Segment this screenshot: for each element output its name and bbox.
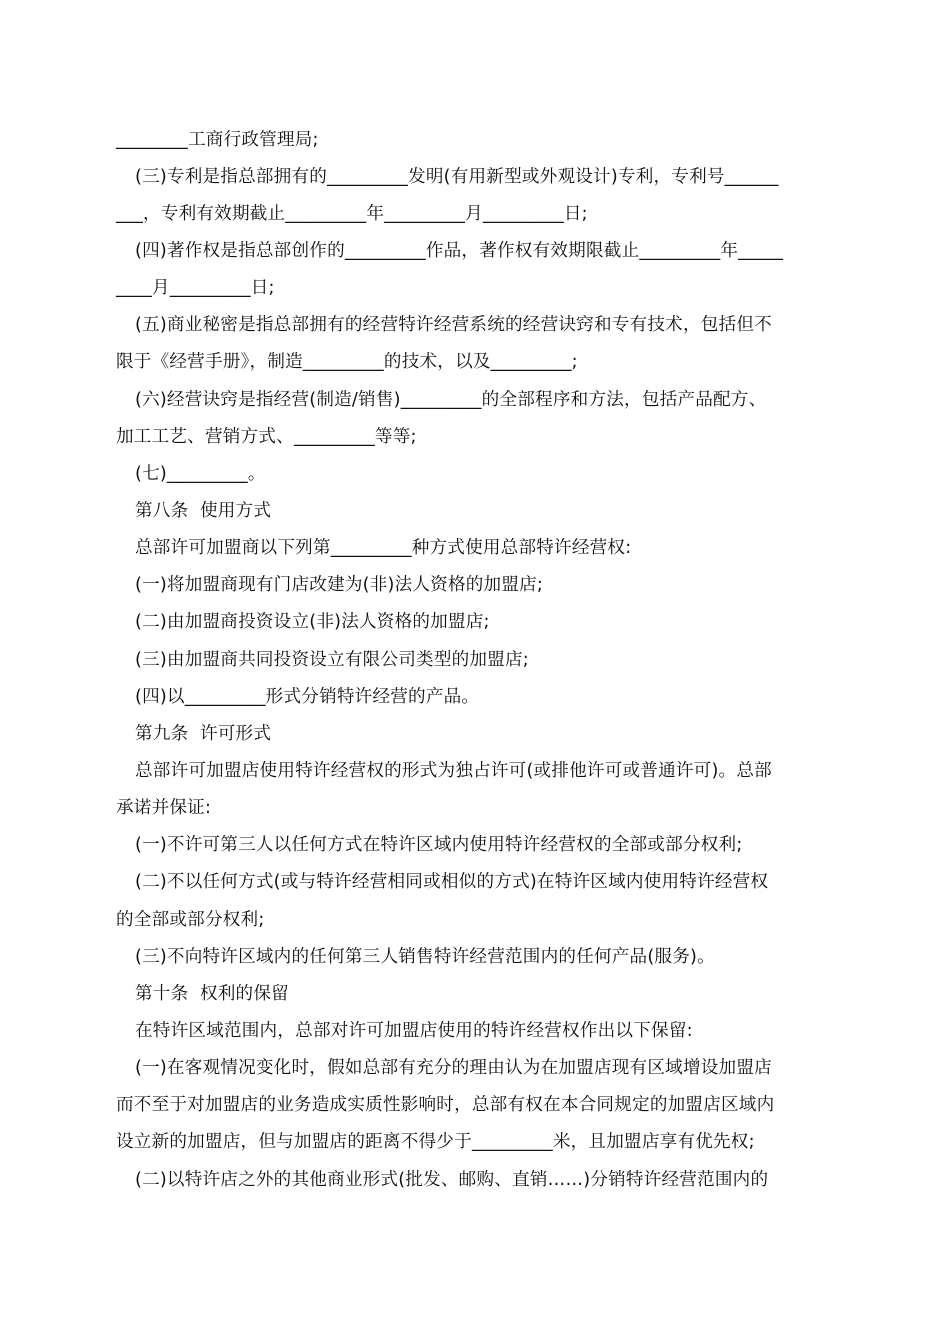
text-line: 承诺并保证: (116, 798, 212, 818)
text-line: (二)以特许店之外的其他商业形式(批发、邮购、直销……)分销特许经营范围内的 (135, 1170, 769, 1190)
text-line: (三)由加盟商共同投资设立有限公司类型的加盟店; (135, 650, 529, 670)
text-line: (六)经营诀窍是指经营(制造/销售)_________的全部程序和方法，包括产品配方、 (135, 390, 767, 410)
article-heading: 第九条 许可形式 (135, 724, 272, 744)
text-line: (一)不许可第三人以任何方式在特许区域内使用特许经营权的全部或部分权利; (135, 835, 743, 855)
article-heading: 第八条 使用方式 (135, 501, 272, 521)
text-line: (二)不以任何方式(或与特许经营相同或相似的方式)在特许区域内使用特许经营权 (135, 872, 769, 892)
text-line: (一)在客观情况变化时，假如总部有充分的理由认为在加盟店现有区域增设加盟店 (135, 1058, 772, 1078)
text-line: 在特许区域范围内，总部对许可加盟店使用的特许经营权作出以下保留: (135, 1021, 693, 1041)
article-heading: 第十条 权利的保留 (135, 984, 289, 1004)
text-line: (五)商业秘密是指总部拥有的经营特许经营系统的经营诀窍和专有技术，包括但不 (135, 315, 772, 335)
text-line: 总部许可加盟商以下列第_________种方式使用总部特许经营权: (135, 538, 632, 558)
text-line: (七)_________。 (135, 464, 266, 484)
text-line: 而不至于对加盟店的业务造成实质性影响时，总部有权在本合同规定的加盟店区域内 (116, 1095, 775, 1115)
text-line: (四)著作权是指总部创作的_________作品，著作权有效期限截止_________年_____ (135, 241, 784, 261)
text-line: ____月_________日; (116, 278, 275, 298)
text-line: ___，专利有效期截止_________年_________月_________日; (116, 204, 588, 224)
text-line: (一)将加盟商现有门店改建为(非)法人资格的加盟店; (135, 575, 544, 595)
text-line: (二)由加盟商投资设立(非)法人资格的加盟店; (135, 612, 490, 632)
text-line: ________工商行政管理局; (116, 130, 319, 150)
text-line: (四)以_________形式分销特许经营的产品。 (135, 687, 480, 707)
text-line: 限于《经营手册》，制造_________的技术，以及_________; (116, 352, 578, 372)
text-line: 加工工艺、营销方式、_________等等; (116, 427, 417, 447)
text-line: 的全部或部分权利; (116, 910, 265, 930)
text-line: 总部许可加盟店使用特许经营权的形式为独占许可(或排他许可或普通许可)。总部 (135, 761, 772, 781)
text-line: 设立新的加盟店，但与加盟店的距离不得少于_________米，且加盟店享有优先权; (116, 1132, 755, 1152)
text-line: (三)不向特许区域内的任何第三人销售特许经营范围内的任何产品(服务)。 (135, 947, 715, 967)
text-line: (三)专利是指总部拥有的_________发明(有用新型或外观设计)专利，专利号______ (135, 167, 779, 187)
